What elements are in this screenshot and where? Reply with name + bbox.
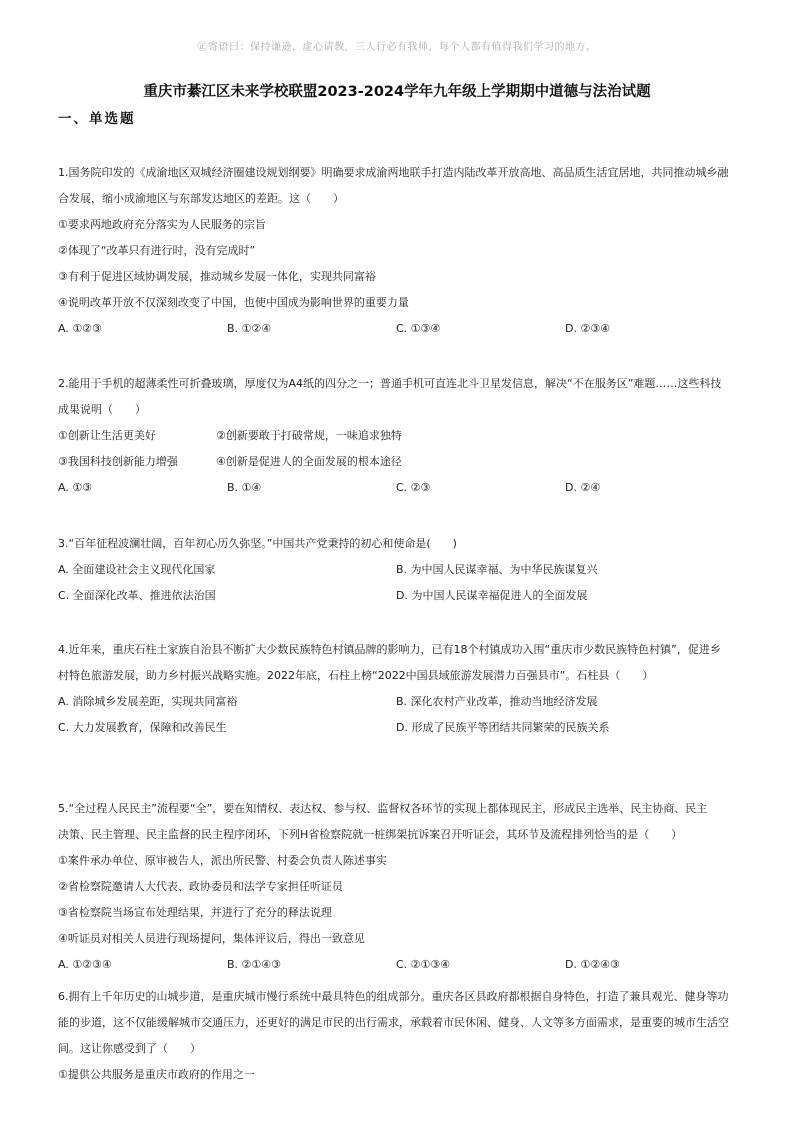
answer-options	[58, 689, 748, 715]
option-d: D. ②③④	[565, 322, 611, 335]
statement: ②创新要敢于打破常规，一味追求独特	[216, 429, 402, 442]
question-1	[58, 160, 748, 342]
statement: ①提供公共服务是重庆市政府的作用之一	[58, 1068, 255, 1081]
statement: ④说明改革开放不仅深刻改变了中国，也使中国成为影响世界的重要力量	[58, 296, 409, 309]
statement: ①要求两地政府充分落实为人民服务的宗旨	[58, 218, 266, 231]
question-6	[58, 984, 748, 1088]
header-motto: ㊣寄语曰：保持谦逊，虚心请教，三人行必有我师，每个人都有值得我们学习的地方。	[197, 42, 597, 53]
answer-options	[58, 952, 748, 978]
question-stem: 间。这让你感受到了（ ）	[58, 1042, 201, 1055]
option-d: D. 形成了民族平等团结共同繁荣的民族关系	[396, 721, 610, 734]
statement: ④听证员对相关人员进行现场提问，集体评议后，得出一致意见	[58, 932, 365, 945]
option-a: A. 消除城乡发展差距，实现共同富裕	[58, 695, 238, 708]
question-stem: 1.国务院印发的《成渝地区双城经济圈建设规划纲要》明确要求成渝两地联手打造内陆改革开放高地、高品质生活宜居地，共同推动城乡融	[58, 166, 729, 179]
option-c: C. ②①③④	[396, 958, 451, 971]
option-c: C. ①③④	[396, 322, 441, 335]
option-a: A. 全面建设社会主义现代化国家	[58, 563, 216, 576]
option-a: A. ①③	[58, 481, 93, 494]
statement-pair	[58, 449, 748, 475]
option-c: C. 大力发展教育，保障和改善民生	[58, 721, 227, 734]
question-stem: 2.能用于手机的超薄柔性可折叠玻璃，厚度仅为A4纸的四分之一；普通手机可直连北斗卫星发信息，解决“不在服务区”难题……这些科技	[58, 377, 722, 390]
statement: ③省检察院当场宣布处理结果，并进行了充分的释法说理	[58, 906, 332, 919]
statement: ②体现了“改革只有进行时，没有完成时”	[58, 244, 256, 257]
statement: ③我国科技创新能力增强	[58, 455, 178, 468]
statement: ①创新让生活更美好	[58, 429, 156, 442]
question-stem: 4.近年来，重庆石柱土家族自治县不断扩大少数民族特色村镇品牌的影响力，已有18个村镇成功入围“重庆市少数民族特色村镇”，促进乡	[58, 643, 721, 656]
question-3	[58, 531, 748, 609]
option-c: C. 全面深化改革、推进依法治国	[58, 589, 216, 602]
option-b: B. 为中国人民谋幸福、为中华民族谋复兴	[396, 563, 598, 576]
answer-options	[58, 583, 748, 609]
option-b: B. 深化农村产业改革，推动当地经济发展	[396, 695, 598, 708]
question-stem: 村特色旅游发展，助力乡村振兴战略实施。2022年底，石柱上榜“2022中国县域旅游发展潜力百强县市”。石柱县（ ）	[58, 669, 654, 682]
answer-options	[58, 316, 748, 342]
question-stem: 决策、民主管理、民主监督的民主程序闭环，下列H省检察院就一桩绑架抗诉案召开听证会，其环节及流程排列恰当的是（ ）	[58, 828, 683, 841]
question-stem: 5.“全过程人民民主”流程要“全”，要在知情权、表达权、参与权、监督权各环节的实现上都体现民主，形成民主选举、民主协商、民主	[58, 802, 708, 815]
option-c: C. ②③	[396, 481, 431, 494]
statement: ③有利于促进区域协调发展，推动城乡发展一体化，实现共同富裕	[58, 270, 376, 283]
statement: ①案件承办单位、原审被告人，派出所民警、村委会负责人陈述事实	[58, 854, 387, 867]
answer-options	[58, 715, 748, 741]
option-b: B. ①④	[227, 481, 262, 494]
statement: ④创新是促进人的全面发展的根本途径	[216, 455, 402, 468]
option-a: A. ①②③④	[58, 958, 112, 971]
question-stem: 3.“百年征程波澜壮阔，百年初心历久弥坚。”中国共产党秉持的初心和使命是( )	[58, 537, 457, 550]
option-d: D. ①②④③	[565, 958, 620, 971]
section-heading: 一、单选题	[58, 111, 136, 127]
answer-options	[58, 475, 748, 501]
statement: ②省检察院邀请人大代表、政协委员和法学专家担任听证员	[58, 880, 343, 893]
answer-options	[58, 557, 748, 583]
statement-pair	[58, 423, 748, 449]
option-b: B. ①②④	[227, 322, 272, 335]
option-d: D. 为中国人民谋幸福促进人的全面发展	[396, 589, 588, 602]
option-a: A. ①②③	[58, 322, 102, 335]
question-stem: 成果说明（ ）	[58, 403, 146, 416]
option-b: B. ②①④③	[227, 958, 281, 971]
question-2	[58, 371, 748, 501]
question-stem: 能的步道，这不仅能缓解城市交通压力，还更好的满足市民的出行需求，承载着市民休闲、健身、人文等多方面需求，是重要的城市生活空	[58, 1016, 729, 1029]
document-title: 重庆市綦江区未来学校联盟2023-2024学年九年级上学期期中道德与法治试题	[143, 84, 651, 100]
question-stem: 合发展，缩小成渝地区与东部发达地区的差距。这（ ）	[58, 192, 344, 205]
question-stem: 6.拥有上千年历史的山城步道，是重庆城市慢行系统中最具特色的组成部分。重庆各区县政府都根据自身特色，打造了兼具观光、健身等功	[58, 990, 729, 1003]
question-5	[58, 796, 748, 978]
option-d: D. ②④	[565, 481, 601, 494]
question-4	[58, 637, 748, 741]
